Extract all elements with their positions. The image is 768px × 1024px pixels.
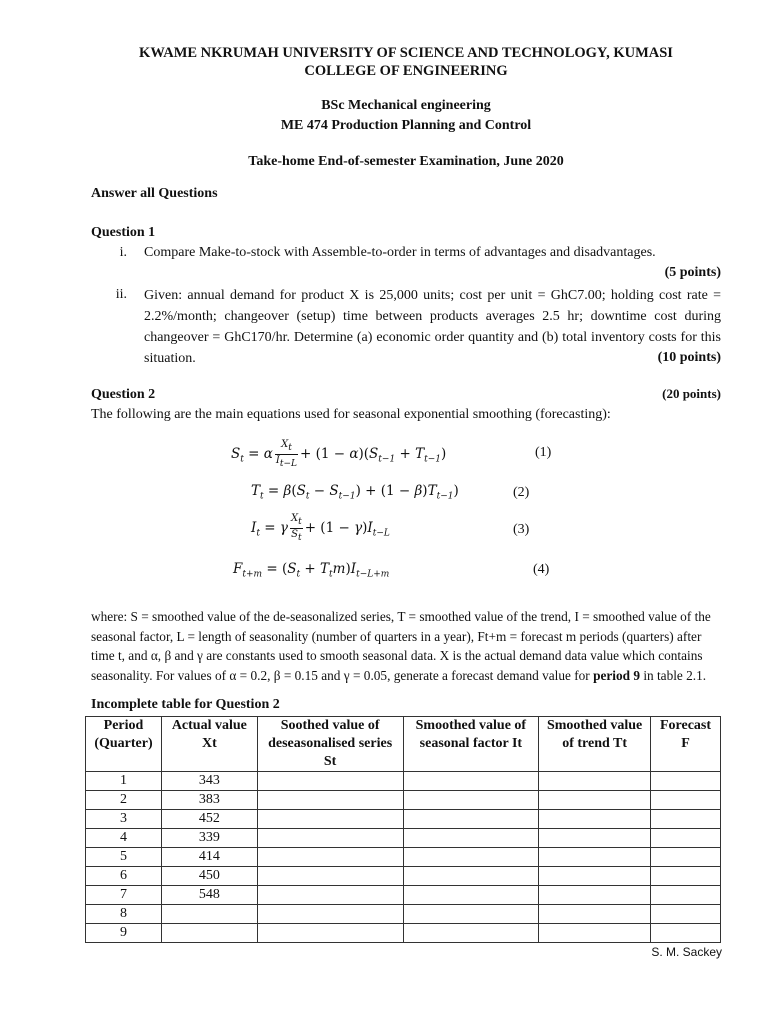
question-2-title: Question 2 [91, 386, 156, 402]
empty-cell [651, 828, 721, 847]
equation-3: $I_t = \gamma$ $\frac{X_t}{S_t}$ + $(1 - \gamma)I_{t-L}$ [251, 513, 390, 544]
empty-cell [651, 809, 721, 828]
course-title: ME 474 Production Planning and Control [280, 118, 532, 133]
empty-cell [651, 790, 721, 809]
question-1-part-i [83, 243, 721, 263]
equations-block [91, 425, 721, 597]
table-row [86, 771, 721, 790]
question-2-points: (20 points) [662, 385, 721, 401]
empty-cell [539, 828, 651, 847]
actual-value-cell: 548 [161, 885, 257, 904]
period-cell: 3 [86, 809, 162, 828]
equation-2: $T_t = \beta(S_t - S_{t-1}) + (1 - \beta)T_{t-1}$) [251, 483, 459, 503]
equation-1: $S_t = \alpha$ $\frac{X_t}{I_{t-L}}$ + $(1 - \alpha)(S_{t-1} + T_{t-1})$ [231, 439, 447, 470]
header-seasonal-factor: Smoothed value of seasonal factor It [403, 716, 539, 771]
empty-cell [539, 790, 651, 809]
empty-cell [651, 771, 721, 790]
period-cell: 1 [86, 771, 162, 790]
period-cell: 2 [86, 790, 162, 809]
empty-cell [403, 866, 539, 885]
actual-value-cell: 339 [161, 828, 257, 847]
question-2-where-text [91, 607, 721, 685]
empty-cell [651, 885, 721, 904]
table-row [86, 828, 721, 847]
empty-cell [257, 904, 403, 923]
actual-value-cell [161, 904, 257, 923]
actual-value-cell: 452 [161, 809, 257, 828]
question-1-part-ii [83, 285, 721, 369]
table-row [86, 847, 721, 866]
exam-title: Take-home End-of-semester Examination, June 2020 [248, 154, 564, 169]
table-row [86, 904, 721, 923]
empty-cell [651, 866, 721, 885]
empty-cell [651, 923, 721, 942]
empty-cell [257, 866, 403, 885]
equation-3-number: (3) [513, 522, 530, 538]
actual-value-cell: 343 [161, 771, 257, 790]
empty-cell [403, 790, 539, 809]
empty-cell [403, 885, 539, 904]
table-row [86, 923, 721, 942]
table-header-row [86, 716, 721, 771]
university-name: KWAME NKRUMAH UNIVERSITY OF SCIENCE AND TECHNOLOGY, KUMASI [139, 45, 673, 61]
empty-cell [257, 828, 403, 847]
header-trend: Smoothed value of trend Tt [539, 716, 651, 771]
part-i-points: (5 points) [664, 265, 721, 281]
empty-cell [539, 866, 651, 885]
target-period: period 9 [593, 667, 640, 683]
forecast-table [85, 716, 721, 943]
empty-cell [539, 771, 651, 790]
table-row [86, 885, 721, 904]
equation-4-number: (4) [533, 562, 550, 578]
table-caption: Incomplete table for Question 2 [91, 697, 280, 713]
exam-page [91, 44, 721, 943]
empty-cell [539, 904, 651, 923]
question-2-intro: The following are the main equations used for seasonal exponential smoothing (forecasting): [91, 407, 611, 423]
empty-cell [651, 847, 721, 866]
actual-value-cell [161, 923, 257, 942]
where-definitions: where: S = smoothed value of the de-seasonalized series, T = smoothed value of the trend, I = smoothed value of the seasonal factor, L = length of seasonality (number of quarters in a year), Ft+m = forecast m periods (quarters) after time t, and α, β and γ are constants used to smooth seasonal data. X is the actual demand data value which contains seasonality. For values of α = 0.2, β = 0.15 and γ = 0.05, generate a forecast demand value for [91, 609, 711, 683]
empty-cell [403, 847, 539, 866]
empty-cell [403, 923, 539, 942]
header-period: Period (Quarter) [86, 716, 162, 771]
equation-4: $F_{t+m} = (S_t + T_tm)I_{t-L+m}$ [233, 561, 390, 581]
period-cell: 5 [86, 847, 162, 866]
period-cell: 4 [86, 828, 162, 847]
empty-cell [257, 885, 403, 904]
period-cell: 6 [86, 866, 162, 885]
equation-1-number: (1) [535, 445, 552, 461]
empty-cell [539, 847, 651, 866]
empty-cell [539, 885, 651, 904]
table-row [86, 809, 721, 828]
empty-cell [257, 923, 403, 942]
header-deseasonalised: Soothed value of deseasonalised series St [257, 716, 403, 771]
empty-cell [403, 809, 539, 828]
college-name: COLLEGE OF ENGINEERING [304, 63, 508, 79]
where-end: in table 2.1. [643, 667, 707, 683]
programme-name: BSc Mechanical engineering [321, 98, 491, 113]
empty-cell [257, 847, 403, 866]
empty-cell [539, 809, 651, 828]
instruction: Answer all Questions [91, 186, 218, 202]
part-ii-text: Given: annual demand for product X is 25,000 units; cost per unit = GhC7.00; holding cost rate = 2.2%/month; changeover (setup) time between products averages 2.5 hr; downtime cost during changeover = GhC170/hr. Determine (a) economic order quantity and (b) total inventory costs for this situation. [144, 288, 721, 367]
question-1-title: Question 1 [91, 224, 156, 240]
empty-cell [257, 771, 403, 790]
part-i-number: i. [119, 244, 127, 260]
part-ii-number: ii. [115, 287, 127, 303]
period-cell: 8 [86, 904, 162, 923]
empty-cell [651, 904, 721, 923]
signature: S. M. Sackey [651, 945, 722, 959]
equation-2-number: (2) [513, 485, 530, 501]
table-row [86, 790, 721, 809]
empty-cell [257, 809, 403, 828]
actual-value-cell: 383 [161, 790, 257, 809]
header-actual-value: Actual value Xt [161, 716, 257, 771]
actual-value-cell: 450 [161, 866, 257, 885]
part-ii-points: (10 points) [657, 350, 721, 366]
empty-cell [403, 904, 539, 923]
empty-cell [403, 771, 539, 790]
part-i-text: Compare Make-to-stock with Assemble-to-order in terms of advantages and disadvantages. [144, 244, 656, 260]
empty-cell [403, 828, 539, 847]
period-cell: 9 [86, 923, 162, 942]
table-row [86, 866, 721, 885]
actual-value-cell: 414 [161, 847, 257, 866]
question-2-header [91, 385, 721, 405]
header-forecast: Forecast F [651, 716, 721, 771]
empty-cell [257, 790, 403, 809]
empty-cell [539, 923, 651, 942]
period-cell: 7 [86, 885, 162, 904]
